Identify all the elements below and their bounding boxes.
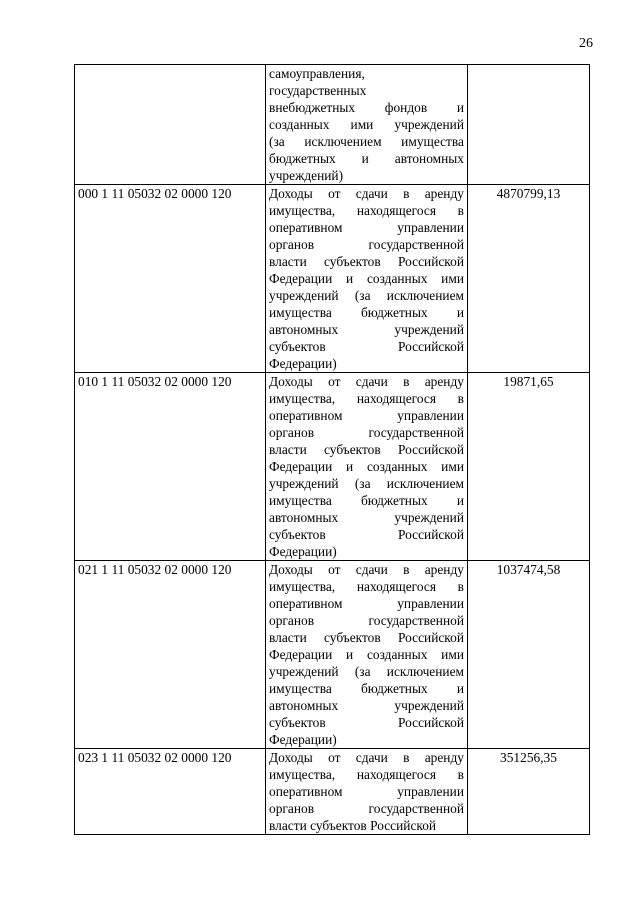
revenue-name-line: имущества бюджетных и [269,493,464,508]
revenue-name-line: оперативном управлении [269,220,464,235]
revenue-name-line: Федерации) [269,732,337,747]
amount-cell [468,65,590,185]
revenue-name-line: оперативном управлении [269,408,464,423]
revenue-name-cell [266,373,468,561]
revenue-name-cell [266,65,468,185]
revenue-name-line: автономных учреждений [269,698,464,713]
revenue-name-line: бюджетных и автономных [269,151,464,166]
revenue-name-line: учреждений) [269,168,344,183]
revenue-name-line: власти субъектов Российской [269,630,464,645]
revenue-name-line: Федерации) [269,356,337,371]
table-row [75,65,590,185]
revenue-name-line: оперативном управлении [269,596,464,611]
revenue-name-cell [266,749,468,835]
revenue-name-line: Федерации и созданных ими [269,459,464,474]
revenue-name-line: органов государственной [269,801,464,816]
table-row [75,185,590,373]
revenue-name-line: самоуправления, [269,66,365,81]
revenue-name-line: Федерации) [269,544,337,559]
revenue-name-line: учреждений (за исключением [269,664,464,679]
revenue-name-line: субъектов Российской [269,339,464,354]
revenue-name-line: созданных ими учреждений [269,117,464,132]
revenue-name-line: органов государственной [269,613,464,628]
revenue-name-line: государственных [269,83,367,98]
table-row [75,749,590,835]
revenue-name-line: органов государственной [269,425,464,440]
revenue-name-line: имущества, находящегося в [269,391,464,406]
revenue-name-line: учреждений (за исключением [269,288,464,303]
revenue-name-line: имущества, находящегося в [269,203,464,218]
revenue-name-line: Доходы от сдачи в аренду [269,750,464,765]
revenue-name-line: имущества бюджетных и [269,681,464,696]
revenue-name-line: автономных учреждений [269,322,464,337]
revenue-name-line: власти субъектов Российской [269,442,464,457]
amount-cell: 19871,65 [468,373,590,561]
revenue-name-cell [266,185,468,373]
budget-code-cell: 000 1 11 05032 02 0000 120 [75,185,266,373]
revenue-name-line: субъектов Российской [269,527,464,542]
budget-code-cell: 021 1 11 05032 02 0000 120 [75,561,266,749]
amount-cell: 351256,35 [468,749,590,835]
revenue-name-line: внебюджетных фондов и [269,100,464,115]
revenue-name-line: имущества бюджетных и [269,305,464,320]
revenue-name-line: имущества, находящегося в [269,767,464,782]
revenue-name-line: Федерации и созданных ими [269,647,464,662]
revenue-name-line: субъектов Российской [269,715,464,730]
revenue-name-cell [266,561,468,749]
revenue-name-line: Доходы от сдачи в аренду [269,562,464,577]
amount-cell: 4870799,13 [468,185,590,373]
revenue-name-line: оперативном управлении [269,784,464,799]
budget-revenue-table [74,64,590,835]
page-number: 26 [579,36,593,51]
revenue-name-line: учреждений (за исключением [269,476,464,491]
revenue-name-line: власти субъектов Российской [269,818,437,833]
revenue-name-line: Доходы от сдачи в аренду [269,374,464,389]
amount-cell: 1037474,58 [468,561,590,749]
revenue-name-line: Доходы от сдачи в аренду [269,186,464,201]
table-body [75,65,590,835]
budget-code-cell [75,65,266,185]
table-row [75,373,590,561]
budget-code-cell: 010 1 11 05032 02 0000 120 [75,373,266,561]
revenue-name-line: власти субъектов Российской [269,254,464,269]
revenue-name-line: Федерации и созданных ими [269,271,464,286]
revenue-name-line: органов государственной [269,237,464,252]
revenue-name-line: имущества, находящегося в [269,579,464,594]
revenue-name-line: автономных учреждений [269,510,464,525]
revenue-name-line: (за исключением имущества [269,134,464,149]
budget-code-cell: 023 1 11 05032 02 0000 120 [75,749,266,835]
table-row [75,561,590,749]
